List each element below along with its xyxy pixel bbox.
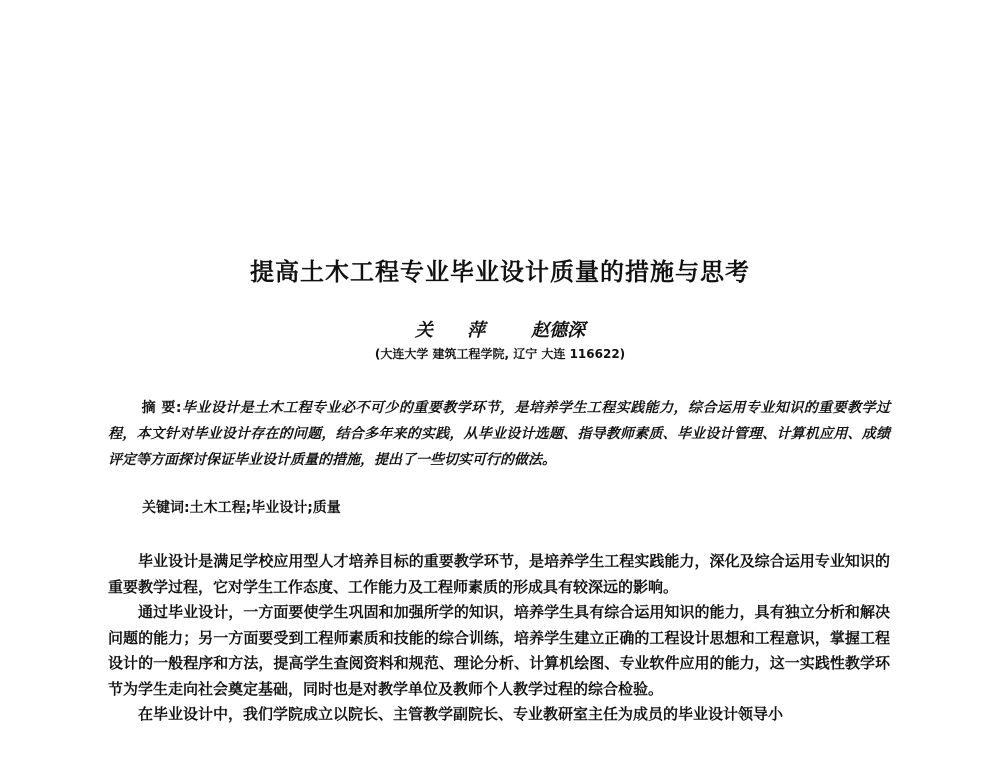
abstract-text: 毕业设计是土木工程专业必不可少的重要教学环节，是培养学生工程实践能力，综合运用专业知识的重要教学过程，本文针对毕业设计存在的问题，结合多年来的实践，从毕业设计选题、指导教师素质、毕业设计管理、计算机应用、成绩评定等方面探讨保证毕业设计质量的措施，提出了一些切实可行的做法。	[108, 400, 890, 468]
author-name: 关 萍	[414, 320, 500, 341]
author-name: 赵德深	[531, 320, 586, 341]
keywords-label: 关键词:	[142, 500, 190, 516]
body-text	[108, 549, 890, 728]
keywords	[142, 497, 892, 519]
paper-title: 提高土木工程专业毕业设计质量的措施与思考	[250, 258, 750, 286]
abstract-label: 摘 要:	[141, 400, 182, 416]
body-paragraph: 通过毕业设计，一方面要使学生巩固和加强所学的知识，培养学生具有综合运用知识的能力，具有独立分析和解决问题的能力；另一方面要受到工程师素质和技能的综合训练，培养学生建立正确的工程设计思想和工程意识，掌握工程设计的一般程序和方法，提高学生查阅资料和规范、理论分析、计算机绘图、专业软件应用的能力，这一实践性教学环节为学生走向社会奠定基础，同时也是对教学单位及教师个人教学过程的综合检验。	[108, 603, 890, 698]
body-paragraph: 在毕业设计中，我们学院成立以院长、主管教学副院长、专业教研室主任为成员的毕业设计领导小	[138, 705, 784, 723]
author-affiliation: (大连大学 建筑工程学院, 辽宁 大连 116622)	[374, 347, 626, 361]
abstract	[108, 395, 890, 473]
author-list	[0, 316, 1000, 342]
keywords-text: 土木工程;毕业设计;质量	[189, 500, 341, 516]
body-paragraph: 毕业设计是满足学校应用型人才培养目标的重要教学环节，是培养学生工程实践能力，深化及综合运用专业知识的重要教学过程，它对学生工作态度、工作能力及工程师素质的形成具有较深远的影响。	[108, 552, 890, 596]
